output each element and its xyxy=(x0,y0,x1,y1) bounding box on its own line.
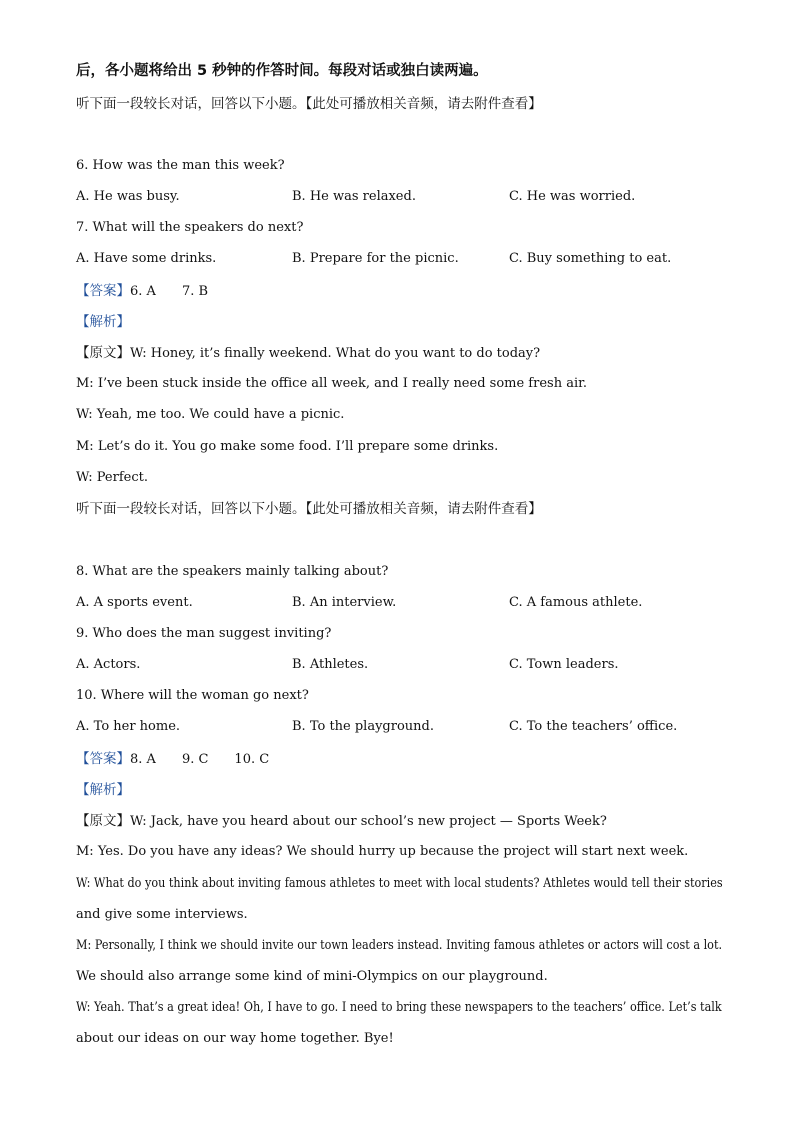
question-10-stem: 10. Where will the woman go next? xyxy=(76,688,309,703)
transcript-label: 【原文】 xyxy=(76,813,130,829)
answer-item: 9. C xyxy=(181,752,209,767)
question-9-stem: 9. Who does the man suggest inviting? xyxy=(76,626,332,641)
transcript-line: about our ideas on our way home together. Bye! xyxy=(76,1031,394,1046)
question-6-stem: 6. How was the man this week? xyxy=(76,158,285,173)
question-9-option-c: C. Town leaders. xyxy=(509,657,619,672)
question-6-option-c: C. He was worried. xyxy=(509,189,636,204)
transcript-line: M: Personally, I think we should invite our town leaders instead. Inviting famous athletes or actors will cost a lot. xyxy=(76,938,723,953)
question-9-option-a: A. Actors. xyxy=(76,657,141,672)
question-6-option-a: A. He was busy. xyxy=(76,189,180,204)
question-10-option-c: C. To the teachers’ office. xyxy=(509,719,678,734)
transcript-line: M: I’ve been stuck inside the office all week, and I really need some fresh air. xyxy=(76,376,588,391)
question-6-option-b: B. He was relaxed. xyxy=(292,189,416,204)
transcript-line: M: Yes. Do you have any ideas? We should hurry up because the project will start next week. xyxy=(76,844,689,859)
question-8-option-b: B. An interview. xyxy=(292,595,397,610)
listening-instruction: 听下面一段较长对话，回答以下小题。【此处可播放相关音频，请去附件查看】 xyxy=(76,96,542,112)
question-9-option-b: B. Athletes. xyxy=(292,657,369,672)
section-intro: 后，各小题将给出 5 秒钟的作答时间。每段对话或独白读两遍。 xyxy=(76,63,488,79)
answer-label: 【答案】 xyxy=(76,751,130,767)
answer-item: 10. C xyxy=(234,752,270,767)
transcript-line: 【原文】W: Jack, have you heard about our school’s new project — Sports Week? xyxy=(76,813,607,829)
transcript-line: We should also arrange some kind of mini-Olympics on our playground. xyxy=(76,969,548,984)
question-8-option-a: A. A sports event. xyxy=(76,595,193,610)
answer-label: 【答案】 xyxy=(76,283,130,299)
question-7-option-b: B. Prepare for the picnic. xyxy=(292,251,459,266)
question-7-option-a: A. Have some drinks. xyxy=(76,251,217,266)
answer-item: 6. A xyxy=(130,284,156,299)
question-8-option-c: C. A famous athlete. xyxy=(509,595,643,610)
transcript-line: W: Yeah. That’s a great idea! Oh, I have to go. I need to bring these newspapers to the teachers’ office. Let’s talk xyxy=(76,1000,722,1015)
question-10-option-a: A. To her home. xyxy=(76,719,181,734)
transcript-line: 【原文】W: Honey, it’s finally weekend. What do you want to do today? xyxy=(76,345,541,361)
transcript-label: 【原文】 xyxy=(76,345,130,361)
transcript-line: W: What do you think about inviting famous athletes to meet with local students? Athletes would tell their stories xyxy=(76,876,723,891)
answer-item: 8. A xyxy=(130,752,156,767)
answer-line xyxy=(76,283,208,300)
answer-line xyxy=(76,751,269,768)
transcript-line: M: Let’s do it. You go make some food. I’ll prepare some drinks. xyxy=(76,439,499,454)
question-7-option-c: C. Buy something to eat. xyxy=(509,251,672,266)
listening-instruction: 听下面一段较长对话，回答以下小题。【此处可播放相关音频，请去附件查看】 xyxy=(76,501,542,517)
transcript-line: W: Yeah, me too. We could have a picnic. xyxy=(76,407,345,422)
analysis-label: 【解析】 xyxy=(76,782,130,798)
transcript-line: W: Perfect. xyxy=(76,470,148,485)
question-10-option-b: B. To the playground. xyxy=(292,719,434,734)
question-8-stem: 8. What are the speakers mainly talking about? xyxy=(76,564,389,579)
transcript-line: and give some interviews. xyxy=(76,907,248,922)
analysis-label: 【解析】 xyxy=(76,314,130,330)
answer-item: 7. B xyxy=(181,284,209,299)
question-7-stem: 7. What will the speakers do next? xyxy=(76,220,304,235)
